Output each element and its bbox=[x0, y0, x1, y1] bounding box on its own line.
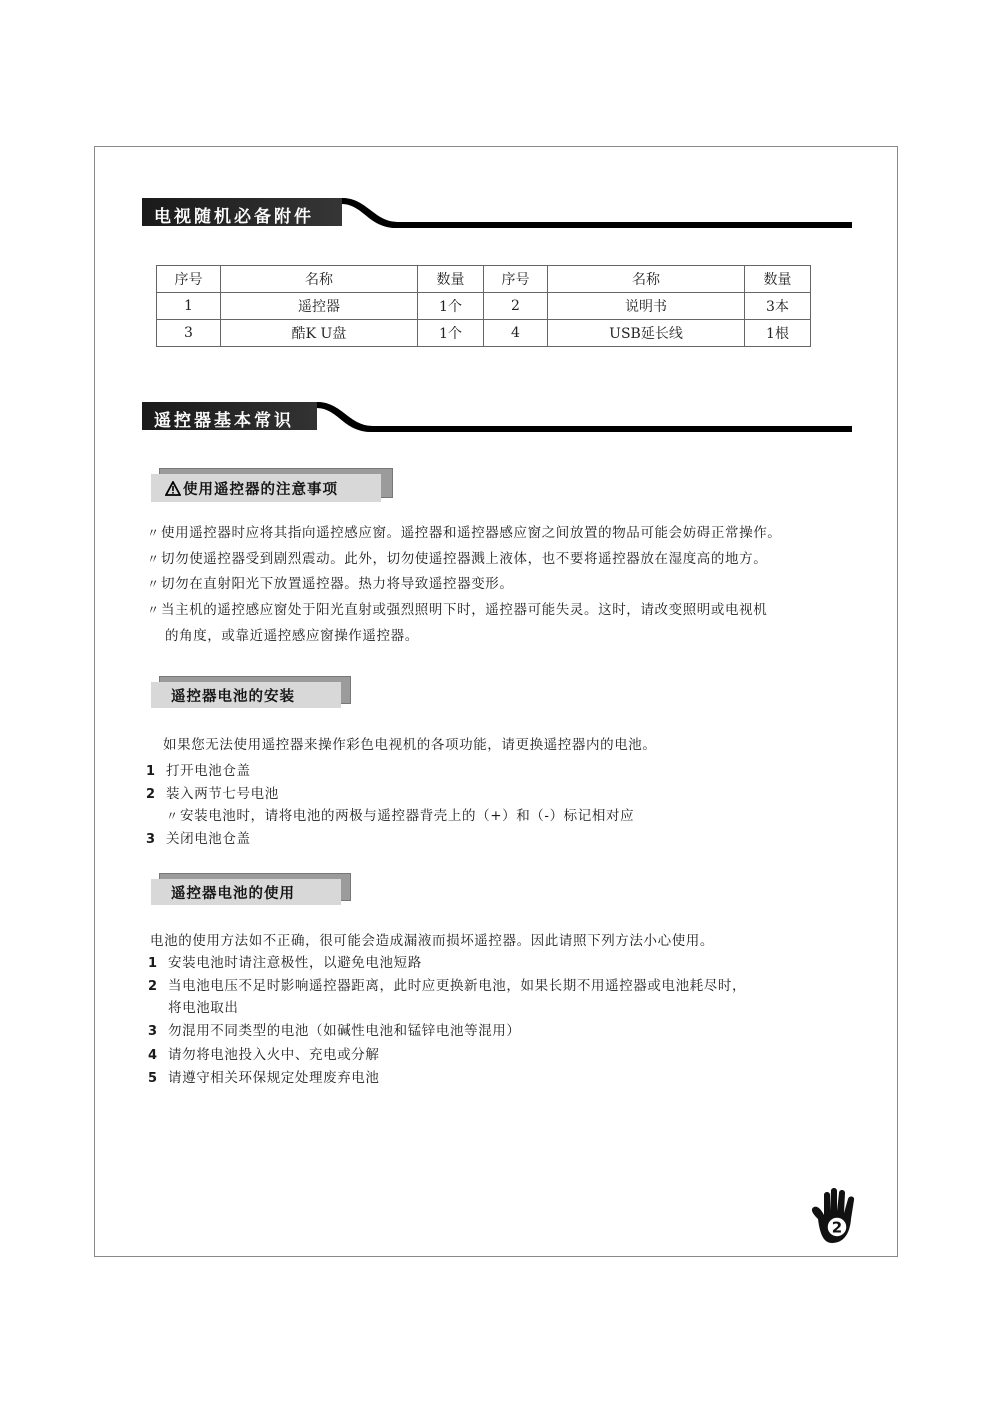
table-header: 数量 bbox=[418, 266, 484, 293]
table-cell: 说明书 bbox=[548, 293, 745, 320]
table-cell: 1根 bbox=[745, 320, 811, 347]
caution-item: 〃使用遥控器时应将其指向遥控感应窗。遥控器和遥控器感应窗之间放置的物品可能会妨碍正常操作。 bbox=[147, 525, 782, 541]
caution-item: 〃切勿使遥控器受到剧烈震动。此外，切勿使遥控器溅上液体，也不要将遥控器放在湿度高的地方。 bbox=[147, 551, 768, 567]
usage-item: 1 安装电池时请注意极性，以避免电池短路 bbox=[148, 955, 422, 971]
table-cell: 4 bbox=[484, 320, 548, 347]
section-header-accessories bbox=[142, 196, 852, 232]
install-note: 〃安装电池时，请将电池的两极与遥控器背壳上的（+）和（-）标记相对应 bbox=[166, 808, 635, 824]
usage-item: 3 勿混用不同类型的电池（如碱性电池和锰锌电池等混用） bbox=[148, 1023, 521, 1039]
table-row bbox=[157, 320, 811, 347]
install-step: 1 打开电池仓盖 bbox=[146, 763, 251, 779]
usage-item-continued: 将电池取出 bbox=[168, 1000, 239, 1016]
subheader-install-title: 遥控器电池的安装 bbox=[151, 682, 341, 708]
table-cell: 2 bbox=[484, 293, 548, 320]
caution-item: 〃切勿在直射阳光下放置遥控器。热力将导致遥控器变形。 bbox=[147, 576, 514, 592]
table-cell: 3本 bbox=[745, 293, 811, 320]
table-header: 序号 bbox=[157, 266, 221, 293]
table-cell: 1个 bbox=[418, 320, 484, 347]
table-row bbox=[157, 293, 811, 320]
section-header-remote-basics bbox=[142, 400, 852, 436]
usage-item: 5 请遵守相关环保规定处理废弃电池 bbox=[148, 1070, 380, 1086]
table-cell: 3 bbox=[157, 320, 221, 347]
page-number-badge bbox=[808, 1185, 864, 1251]
table-header: 名称 bbox=[221, 266, 418, 293]
table-header: 数量 bbox=[745, 266, 811, 293]
pen-icon: 〃 bbox=[147, 577, 160, 591]
accessories-table bbox=[156, 265, 811, 347]
install-step: 2 装入两节七号电池 bbox=[146, 786, 279, 802]
warning-icon bbox=[165, 481, 181, 496]
pen-icon: 〃 bbox=[147, 603, 160, 617]
usage-intro: 电池的使用方法如不正确，很可能会造成漏液而损坏遥控器。因此请照下列方法小心使用。 bbox=[150, 933, 714, 949]
page-number: 2 bbox=[831, 1218, 843, 1237]
caution-item: 〃当主机的遥控感应窗处于阳光直射或强烈照明下时，遥控器可能失灵。这时，请改变照明或电视机 bbox=[147, 602, 768, 618]
subheader-usage-title: 遥控器电池的使用 bbox=[151, 879, 341, 905]
pen-icon: 〃 bbox=[147, 552, 160, 566]
usage-item: 2 当电池电压不足时影响遥控器距离，此时应更换新电池，如果长期不用遥控器或电池耗尽时， bbox=[148, 978, 747, 994]
usage-item: 4 请勿将电池投入火中、充电或分解 bbox=[148, 1047, 380, 1063]
table-cell: 1个 bbox=[418, 293, 484, 320]
table-cell: 遥控器 bbox=[221, 293, 418, 320]
hand-icon bbox=[808, 1185, 864, 1247]
install-intro: 如果您无法使用遥控器来操作彩色电视机的各项功能，请更换遥控器内的电池。 bbox=[163, 737, 657, 753]
table-cell: USB延长线 bbox=[548, 320, 745, 347]
table-header: 序号 bbox=[484, 266, 548, 293]
table-header-row bbox=[157, 266, 811, 293]
section-title-remote-basics: 遥控器基本常识 bbox=[154, 411, 294, 431]
caution-item-continued: 的角度，或靠近遥控感应窗操作遥控器。 bbox=[165, 628, 419, 644]
table-cell: 酷K U盘 bbox=[221, 320, 418, 347]
section-title-accessories: 电视随机必备附件 bbox=[154, 207, 314, 227]
install-step: 3 关闭电池仓盖 bbox=[146, 831, 251, 847]
table-cell: 1 bbox=[157, 293, 221, 320]
table-header: 名称 bbox=[548, 266, 745, 293]
pen-icon: 〃 bbox=[166, 809, 179, 823]
pen-icon: 〃 bbox=[147, 526, 160, 540]
subheader-caution-title: 使用遥控器的注意事项 bbox=[183, 481, 338, 498]
